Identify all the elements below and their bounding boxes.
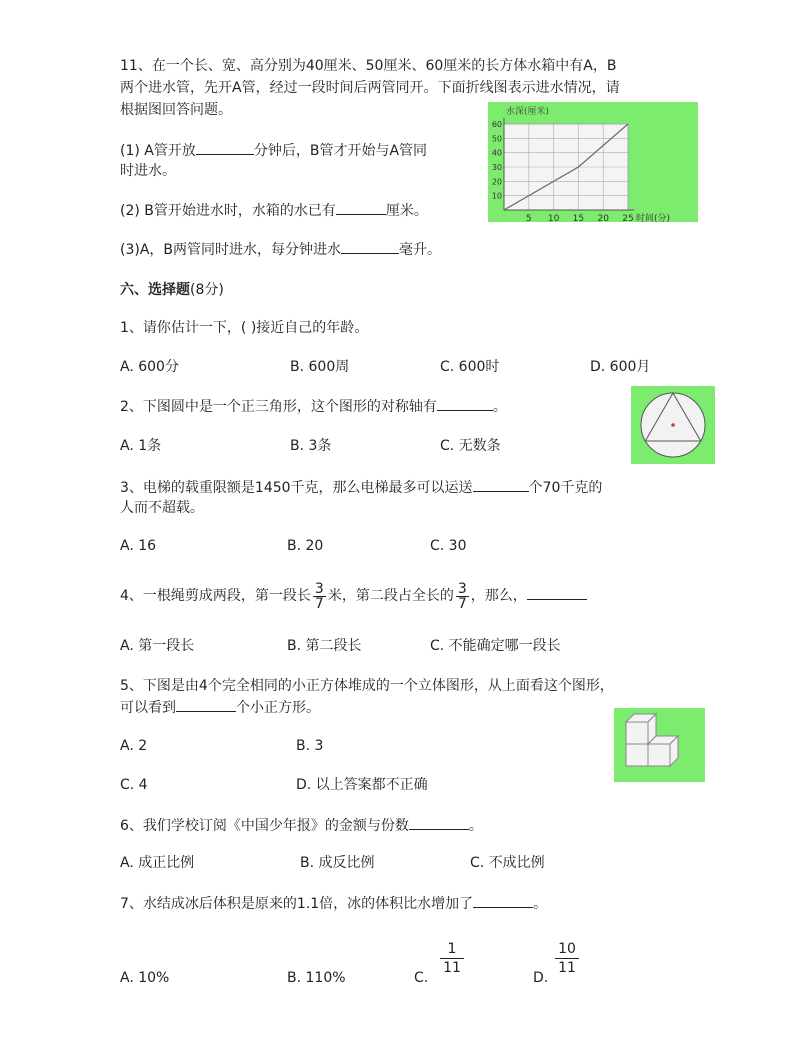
section-title bbox=[120, 280, 224, 300]
fraction-numerator: 3 bbox=[314, 580, 324, 597]
q3-line2: 人而不超载。 bbox=[120, 500, 204, 516]
q7-option-c-label[interactable]: C. bbox=[414, 970, 429, 986]
q1-option-a[interactable]: A. 600分 bbox=[120, 359, 179, 375]
q7-text-b: 。 bbox=[533, 896, 548, 912]
y-tick-label: 10 bbox=[491, 191, 502, 201]
fraction-denominator: 7 bbox=[314, 595, 324, 612]
q6-option-b[interactable]: B. 成反比例 bbox=[300, 855, 375, 871]
q5-option-c[interactable]: C. 4 bbox=[120, 777, 148, 793]
q11-part3-text-b: 毫升。 bbox=[399, 242, 442, 258]
q5-text-b: 个小正方形。 bbox=[236, 700, 320, 716]
answer-blank[interactable] bbox=[473, 477, 529, 492]
q5-text-a: 可以看到 bbox=[120, 700, 176, 716]
section-score: (8分) bbox=[190, 282, 224, 298]
q1-option-c[interactable]: C. 600时 bbox=[440, 359, 500, 375]
water-depth-chart bbox=[488, 102, 698, 222]
answer-blank[interactable] bbox=[336, 200, 386, 215]
q4-text-a: 4、一根绳剪成两段，第一段长 bbox=[120, 588, 311, 604]
circle-triangle-svg bbox=[631, 386, 715, 464]
x-tick-label: 10 bbox=[547, 214, 560, 222]
q6-option-a[interactable]: A. 成正比例 bbox=[120, 855, 195, 871]
q11-part1-cont: 时进水。 bbox=[120, 163, 176, 179]
answer-blank[interactable] bbox=[341, 239, 399, 254]
q3-text-b: 个70千克的 bbox=[528, 480, 603, 496]
q11-part1 bbox=[120, 140, 427, 161]
fraction-numerator: 1 bbox=[447, 941, 457, 957]
q4-text bbox=[120, 576, 587, 616]
q11-part2-text-a: (2) B管开始进水时，水箱的水已有 bbox=[120, 203, 336, 219]
q4-fraction-1 bbox=[313, 582, 326, 611]
q5-option-b[interactable]: B. 3 bbox=[296, 738, 324, 754]
line-chart-svg bbox=[488, 102, 698, 222]
q7-option-d-label[interactable]: D. bbox=[533, 970, 549, 986]
y-tick-label: 50 bbox=[491, 134, 502, 144]
q2-option-a[interactable]: A. 1条 bbox=[120, 438, 162, 454]
q4-fraction-2 bbox=[456, 582, 469, 611]
fraction-denominator: 11 bbox=[440, 958, 464, 977]
section-title-text: 六、选择题 bbox=[120, 282, 190, 298]
y-tick-label: 60 bbox=[491, 120, 502, 129]
center-dot bbox=[671, 423, 675, 427]
q7-option-a[interactable]: A. 10% bbox=[120, 970, 170, 986]
answer-blank[interactable] bbox=[437, 396, 493, 411]
x-tick-label: 15 bbox=[572, 214, 585, 222]
cube-stack-svg bbox=[614, 708, 705, 782]
answer-blank[interactable] bbox=[176, 697, 236, 712]
q7-text bbox=[120, 893, 547, 914]
cube-front-face bbox=[626, 744, 648, 766]
q4-option-b[interactable]: B. 第二段长 bbox=[287, 638, 362, 654]
cube-front-face bbox=[648, 744, 670, 766]
q11-part2 bbox=[120, 200, 428, 221]
q5-option-a[interactable]: A. 2 bbox=[120, 738, 148, 754]
q5-option-d[interactable]: D. 以上答案都不正确 bbox=[296, 777, 428, 793]
q11-part1-text-a: (1) A管开放 bbox=[120, 143, 196, 159]
fraction-denominator: 11 bbox=[555, 958, 579, 977]
q6-text bbox=[120, 815, 483, 836]
q4-option-a[interactable]: A. 第一段长 bbox=[120, 638, 195, 654]
x-tick-label: 5 bbox=[525, 214, 532, 222]
cube-front-face bbox=[626, 722, 648, 744]
q2-text bbox=[120, 396, 507, 417]
y-tick-label: 30 bbox=[491, 163, 502, 172]
q7-option-b[interactable]: B. 110% bbox=[287, 970, 346, 986]
q11-part3 bbox=[120, 239, 441, 260]
q7-option-c-fraction[interactable] bbox=[440, 940, 464, 977]
q3-option-a[interactable]: A. 16 bbox=[120, 538, 157, 554]
q11-line3: 根据图回答问题。 bbox=[120, 102, 232, 118]
q11-line2: 两个进水管，先开A管，经过一段时间后两管同开。下面折线图表示进水情况，请 bbox=[120, 80, 620, 96]
q11-part2-text-b: 厘米。 bbox=[385, 203, 428, 219]
q3-line1 bbox=[120, 477, 602, 498]
fraction-numerator: 10 bbox=[558, 941, 576, 957]
q4-option-c[interactable]: C. 不能确定哪一段长 bbox=[430, 638, 561, 654]
answer-blank[interactable] bbox=[473, 893, 533, 908]
q3-option-b[interactable]: B. 20 bbox=[287, 538, 324, 554]
q4-text-c: ，那么， bbox=[470, 588, 527, 604]
q3-option-c[interactable]: C. 30 bbox=[430, 538, 467, 554]
q6-option-c[interactable]: C. 不成比例 bbox=[470, 855, 545, 871]
q6-text-a: 6、我们学校订阅《中国少年报》的金额与份数 bbox=[120, 818, 409, 834]
q2-option-c[interactable]: C. 无数条 bbox=[440, 438, 501, 454]
q11-part1-text-b: 分钟后，B管才开始与A管同 bbox=[253, 143, 428, 159]
q11-line1: 11、在一个长、宽、高分别为40厘米、50厘米、60厘米的长方体水箱中有A，B bbox=[120, 58, 617, 74]
answer-blank[interactable] bbox=[196, 140, 254, 155]
x-tick-label: 25 bbox=[622, 214, 634, 222]
q2-text-a: 2、下图圆中是一个正三角形，这个图形的对称轴有 bbox=[120, 399, 437, 415]
q5-line1: 5、下图是由4个完全相同的小正方体堆成的一个立体图形，从上面看这个图形， bbox=[120, 678, 614, 694]
x-tick-label: 20 bbox=[597, 214, 609, 222]
q7-text-a: 7、水结成冰后体积是原来的1.1倍，冰的体积比水增加了 bbox=[120, 896, 474, 912]
x-axis-label: 时间(分) bbox=[636, 214, 671, 222]
fraction-numerator: 3 bbox=[457, 580, 467, 597]
q1-option-d[interactable]: D. 600月 bbox=[590, 359, 651, 375]
cube-stack-figure bbox=[614, 708, 705, 782]
q5-line2 bbox=[120, 697, 320, 718]
y-tick-label: 40 bbox=[491, 148, 502, 158]
circle-triangle-figure bbox=[631, 386, 715, 464]
answer-blank[interactable] bbox=[527, 585, 587, 600]
fraction-denominator: 7 bbox=[457, 595, 467, 612]
q2-option-b[interactable]: B. 3条 bbox=[290, 438, 332, 454]
q2-text-b: 。 bbox=[492, 399, 507, 415]
answer-blank[interactable] bbox=[409, 815, 469, 830]
q3-text-a: 3、电梯的载重限额是1450千克，那么电梯最多可以运送 bbox=[120, 480, 473, 496]
q6-text-b: 。 bbox=[468, 818, 483, 834]
q1-text: 1、请你估计一下，( )接近自己的年龄。 bbox=[120, 320, 369, 336]
y-tick-label: 20 bbox=[491, 177, 502, 187]
q11-part3-text-a: (3)A，B两管同时进水，每分钟进水 bbox=[120, 242, 342, 258]
q4-text-b: 米，第二段占全长的 bbox=[327, 588, 454, 604]
q7-option-d-fraction[interactable] bbox=[555, 940, 579, 977]
q1-option-b[interactable]: B. 600周 bbox=[290, 359, 350, 375]
y-axis-label: 水深(厘米) bbox=[506, 107, 550, 117]
